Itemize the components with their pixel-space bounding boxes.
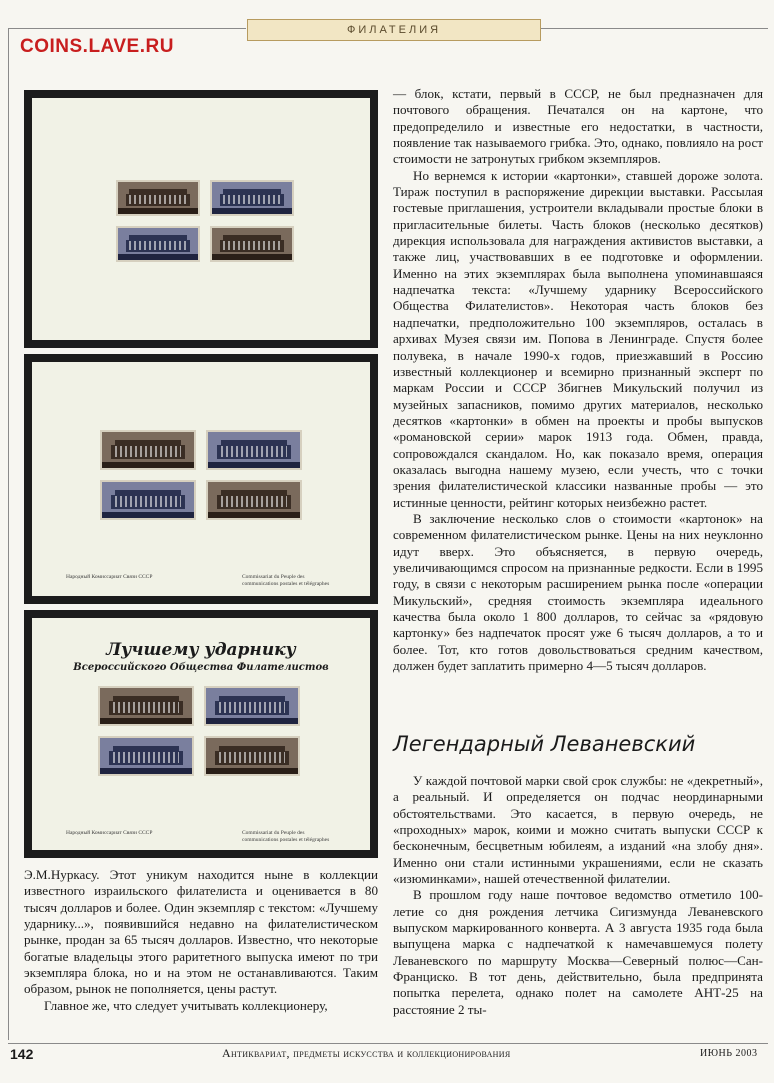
section-header: ФИЛАТЕЛИЯ: [247, 19, 541, 41]
sheet-caption-right: Commissariat du Peuple des communications postales et télégraphes: [242, 830, 330, 843]
paragraph: — блок, кстати, первый в СССР, не был предназначен для почтового обращения. Печатался он на картоне, что предопределило и известные его недостатки, в частности, появление так называемого грибка. Это, однако, повлияло на рост стоимости не затронутых грибком экземпляров.: [393, 86, 763, 167]
souvenir-sheet-plain: [32, 98, 370, 340]
article-subheading: Легендарный Леваневский: [393, 732, 696, 756]
stamp-blue: [206, 430, 302, 470]
paragraph: Но вернемся к истории «картонки», ставшей дороже золота. Тираж поступил в распоряжение дирекции выставки. Рассылая гостевые приглашения, устроители вкладывали простые блоки в пригласительные билеты. Часть блоков (несколько десятков) дирекция использовала для награждения активистов выставки, а также лиц, участвовавших в ее подготовке и оформлении. Именно на этих экземплярах была выполнена упоминавшаяся надпечатка текста: «Лучшему ударнику Всероссийского Общества Филателистов». Некоторая часть блоков без надпечатки, предположительно 100 экземпляров, осталась в архивах Музея связи им. Попова в Ленинграде. Спустя более полувека, в начале 1990-х годов, приезжавший в Россию известный коллекционер и всемирно признанный эксперт по маркам России и СССР Збигнев Микульский получил из музейных запасников, помимо других материалов, несколько десятков «картонки» в обмен на проекты и пробы выпусков «романовской серии» марок 1913 года. Обмен, правда, сопровождался скандалом. Но, как показало время, операция оказалась выгодна нашему музею, если учесть, что с точки зрения филателистической классики названные пробы — это истинные ценности, рейтинг которых неизбежно растет.: [393, 167, 763, 510]
souvenir-sheet-overprinted: [32, 618, 370, 850]
article-column-right-top: [393, 86, 763, 674]
stamp-sheet-photo-3: [24, 610, 378, 858]
stamp-brown: [204, 736, 300, 776]
stamp-blue: [204, 686, 300, 726]
sheet-caption-left: Народный Комиссариат Связи СССР: [66, 574, 153, 580]
magazine-title: Антиквариат, предметы искусства и коллекционирования: [222, 1046, 511, 1060]
souvenir-sheet-captioned: [32, 362, 370, 596]
page-number: 142: [10, 1046, 34, 1062]
stamp-brown: [100, 430, 196, 470]
left-margin-rule: [8, 28, 9, 1040]
stamp-sheet-photo-1: [24, 90, 378, 348]
stamp-sheet-photo-2: [24, 354, 378, 604]
paragraph: В заключение несколько слов о стоимости «картонок» на современном филателистическом рынке. Цены на них неуклонно идут вверх. Это объясняется, в первую очередь, увеличивающимся спросом на признанные редкости. Если в 1995 году, в связи с некоторым расширением рынка после «операции Микульский», средняя стоимость экземпляра идеального качества была около 1 800 долларов, то сейчас за «рядовую картонку» без надпечаток просят уже 6 тысяч долларов, а то и более. Тот, кто готов довольствоваться средним качеством, должен будет заплатить примерно 4—5 тысяч долларов.: [393, 510, 763, 674]
top-rule-left: [8, 28, 246, 29]
stamp-brown: [210, 226, 294, 262]
stamp-block: [98, 686, 300, 776]
stamp-blue: [116, 226, 200, 262]
top-rule-right: [540, 28, 768, 29]
stamp-block: [100, 430, 302, 520]
paragraph: В прошлом году наше почтовое ведомство отметило 100-летие со дня рождения летчика Сигизмунда Леваневского выпуском маркированного конверта. А 3 августа 1935 года была выпущена марка с надпечаткой к намечавшемуся полету Леваневского по маршруту Москва—Северный полюс—Сан-Франциско. В тот день, действительно, была предпринята попытка перелета, однако полет на самолете АНТ-25 на расстояние 2 ты-: [393, 887, 763, 1017]
stamp-brown: [116, 180, 200, 216]
footer-rule: [8, 1043, 768, 1044]
overprint-line-1: Лучшему ударнику: [106, 640, 296, 660]
article-column-right-bottom: [393, 773, 763, 1018]
issue-date: ИЮНЬ 2003: [700, 1048, 758, 1059]
overprint-line-2: Всероссийского Общества Филателистов: [73, 662, 329, 673]
paragraph: Э.М.Нуркасу. Этот уникум находится ныне в коллекции известного израильского филателиста и оценивается в 80 тысяч долларов и более. Один экземпляр с текстом: «Лучшему ударнику...», появившийся недавно на филателистическом рынке, продан за 65 тысяч долларов. Известно, что некоторые богатые владельцы этого раритетного выпуска имеют по три экземпляра блока, но и на этом не останавливаются. Таким образом, рынок не пополняется, цены растут.: [24, 867, 378, 997]
stamp-brown: [206, 480, 302, 520]
sheet-caption-left: Народный Комиссариат Связи СССР: [66, 830, 153, 836]
site-watermark: COINS.LAVE.RU: [20, 36, 174, 57]
paragraph: Главное же, что следует учитывать коллекционеру,: [44, 997, 328, 1013]
stamp-blue: [98, 736, 194, 776]
paragraph: У каждой почтовой марки свой срок службы: не «декретный», а реальный. И определяется он подчас неординарными обстоятельствами. Это касается, в первую очередь, не «проходных» марок, коими и можно считать выпуски СССР к бесконечным, бесцветным юбилеям, а изданий «на злобу дня». Именно они стали истинными украшениями, если не сказать «изюминками», нашей отечественной филателии.: [393, 773, 763, 887]
stamp-brown: [98, 686, 194, 726]
stamp-blue: [210, 180, 294, 216]
stamp-blue: [100, 480, 196, 520]
article-column-left-bottom: [24, 867, 378, 1014]
sheet-caption-right: Commissariat du Peuple des communications postales et télégraphes: [242, 574, 330, 587]
stamp-block: [116, 180, 294, 262]
